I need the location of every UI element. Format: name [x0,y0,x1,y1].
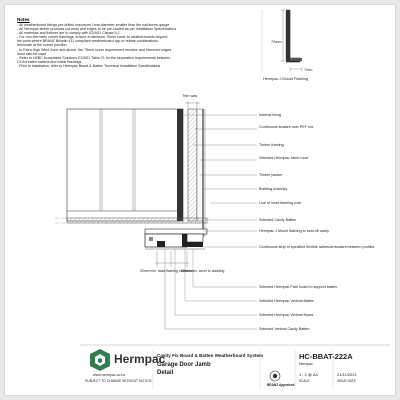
inset-caption: Hermpac J Mould Flashing [263,77,309,81]
annotation-label: Continuous strip of specified flexible adhesive/sealant between profiles [259,245,375,249]
dim-cover-to-cladding: 10mm min. cover to cladding [181,269,225,273]
annotation-label: Internal lining [259,113,281,117]
note-line: CCA treated battens and metal flashings [17,59,82,64]
drawing-title: Garage Door Jamb [157,362,211,368]
drawing-code: HC-BBAT-222A [299,352,353,361]
inset-dim-horizontal: 7mm [304,68,313,72]
dim-head-flashing: 20mm min. head flashing extension [140,269,194,273]
branz-seal-icon [270,371,280,381]
annotation-label: Selected Hermpac Vertical Batten [259,299,315,303]
annotation-label: Selected Hermpac Jamb Liner [259,156,309,160]
annotation-label: Continuous sealant over PEF rod [259,125,314,129]
annotation-label: Timber framing [259,143,284,147]
note-line: terminate at the corner junction [17,43,67,48]
scale-label: SCALE [299,379,310,383]
system-name: Cavity Fix Board & Batten Weatherboard System [157,353,264,358]
annotation-label: Selected Cavity Batten [259,218,297,222]
brand-website[interactable]: www.hermpac.co.nz [93,373,126,377]
wall-section-band [55,218,210,223]
notes-title: Notes [17,17,30,22]
note-line: the point where BRANZ Bulletin 411 compliant weatherboard cap or rebate combinations [17,39,158,44]
timber-framing [188,109,197,221]
note-line: - All Hermpac timber products cut ends and edges to be pre-coated as per Installation Specifications [17,27,177,32]
cladding-profile [145,229,207,249]
annotation-label: Selected Hermpac Vertical Board [259,313,314,317]
note-line: - All weatherboard fixings pre-drilled maximum 1mm diameter smaller than the nail/screw gauge [17,23,170,27]
annotation-label: Line of head flashing over [259,201,302,205]
partner-name: BRANZ Appraised [267,383,295,387]
drawing-code-sub: Hermpac [299,362,313,366]
note-line: - All materials and fixtures are to comply with E2/AS1 Clause 5.2 [17,31,120,36]
inset-dim-vertical: 72mm [271,40,282,44]
drawing-sheet [5,5,395,395]
scale-value: 1 : 2 @ A4 [299,372,318,377]
garage-door-frame [67,109,183,221]
detail-drawing [5,5,395,395]
note-line: - In Extra High Wind Zone and above, the 75mm cover requirement remains and Hemmed edges [17,47,172,52]
annotation-label: Building underlay [259,187,288,191]
note-line: must also be used [17,51,47,56]
timber-packer [197,109,203,221]
issue-date-label: ISSUE DATE [337,379,356,383]
annotation-label: Selected Hermpac Park board to support batten [259,285,338,289]
annotation-label: Hermpac J Mould flashing to seal off cavity [259,229,330,233]
annotation-label: Selected Vertical Cavity Batten [259,327,310,331]
note-line: - For non-Hermetic corner flashings, ensure a minimum 70mm cover to weatherboards beyond [17,35,168,40]
brand-name: Hermpac [114,352,166,366]
annotation-label: Timber packer [259,173,283,177]
j-mould-inset [262,10,312,81]
top-dimension-label: Trim was [182,94,198,98]
hermpac-logo-icon [90,349,110,371]
drawing-subtitle: Detail [157,370,174,376]
issue-date-value: 21/11/2021 [337,372,357,377]
note-line: - Refer to NZBC Acceptable Solutions E2/AS1 Table 21 for the separation requirements between [17,55,171,60]
note-line: - Prior to installation, refer to Hermpac Board & Batten Technical Installation Specifications [17,63,161,68]
disclaimer-text: SUBJECT TO CHANGE WITHOUT NOTICE [85,379,152,383]
